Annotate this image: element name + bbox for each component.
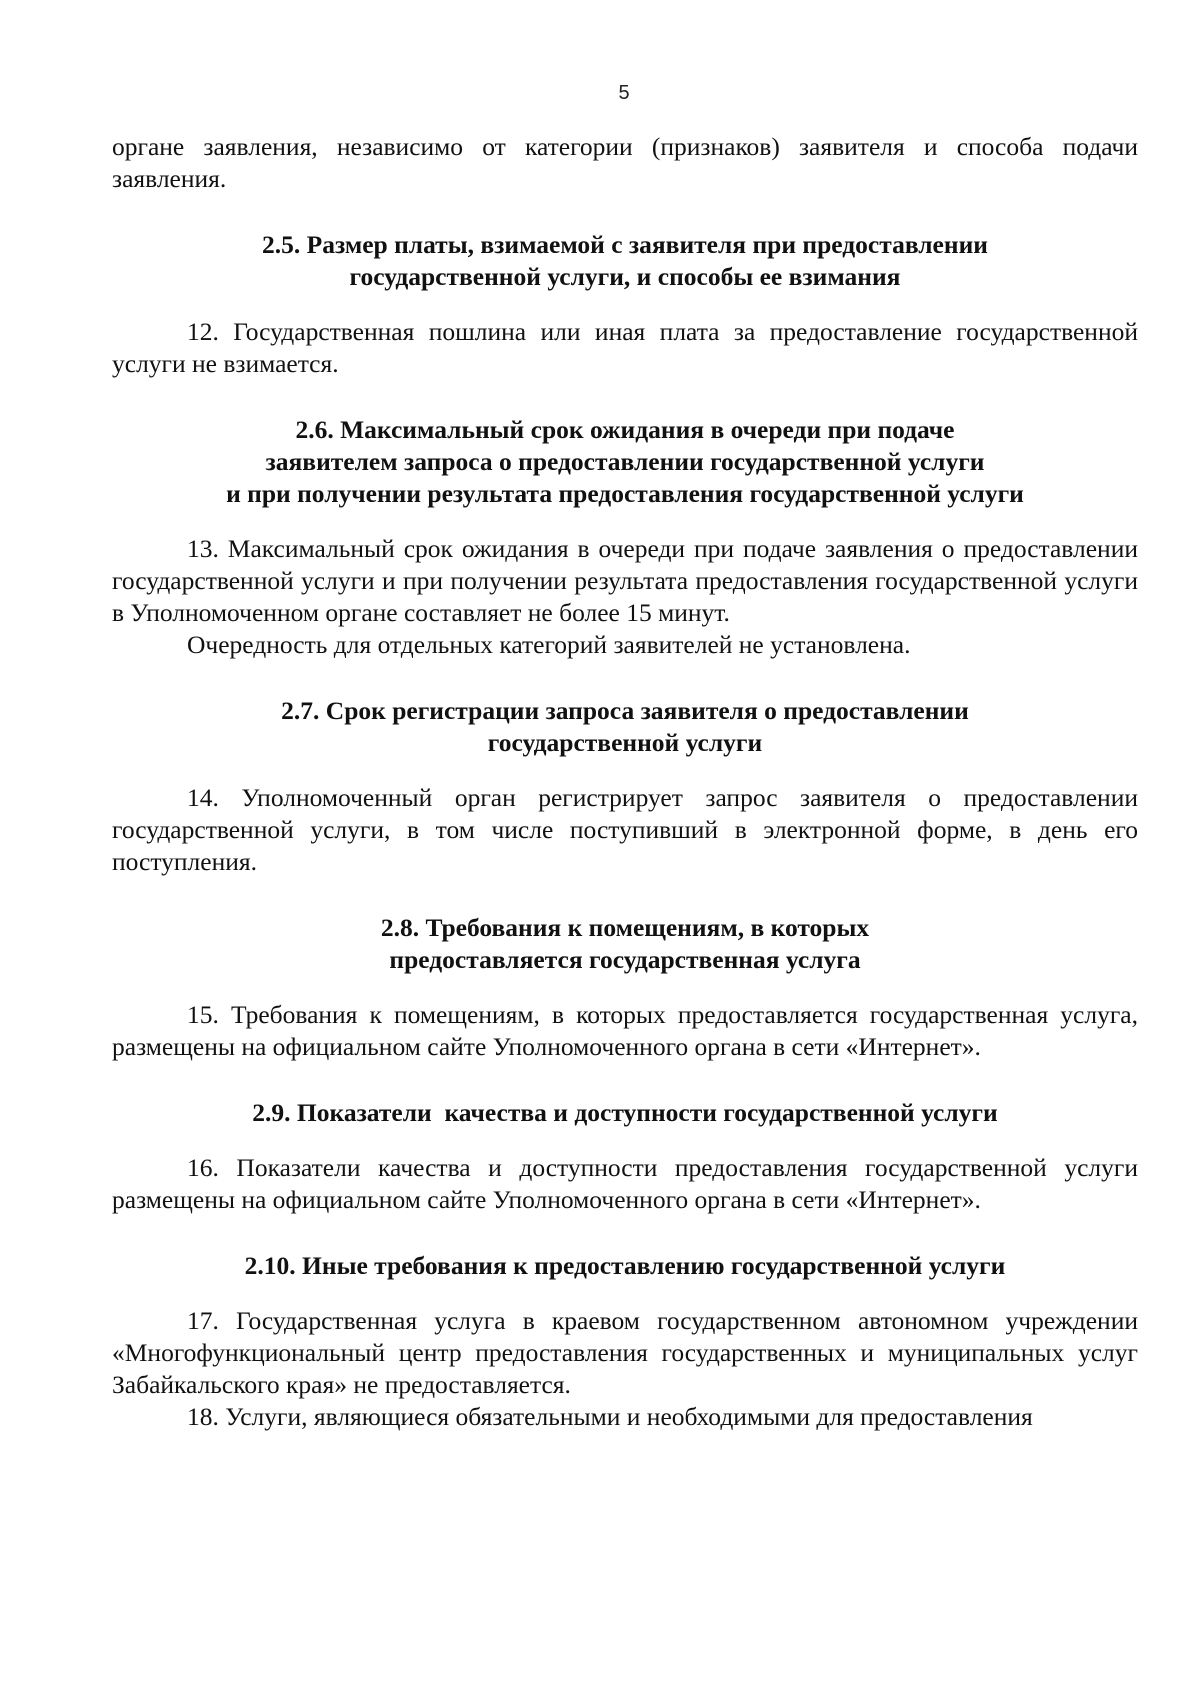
section-2-9-heading: [112, 1097, 1138, 1129]
section-2-5-heading: [112, 229, 1138, 293]
section-2-6-heading-line-3: и при получении результата предоставления государственной услуги: [226, 479, 1024, 508]
paragraph-17: 17. Государственная услуга в краевом государственном автономном учреждении «Многофункциональный центр предоставления государственных и муниципальных услуг Забайкальского края» не предоставляется.: [112, 1306, 1138, 1399]
section-2-6-heading-line-2: заявителем запроса о предоставлении государственной услуги: [265, 447, 985, 476]
section-2-10-heading-line-1: 2.10. Иные требования к предоставлению государственной услуги: [244, 1251, 1006, 1280]
page-number: 5: [618, 82, 630, 104]
paragraph-12: 12. Государственная пошлина или иная плата за предоставление государственной услуги не взимается.: [112, 317, 1138, 378]
section-2-6-heading: [112, 414, 1138, 510]
section-2-8-heading-line-2: предоставляется государственная услуга: [389, 945, 861, 974]
section-2-5-heading-line-1: 2.5. Размер платы, взимаемой с заявителя при предоставлении: [262, 230, 988, 259]
section-2-9-heading-line-1: 2.9. Показатели качества и доступности государственной услуги: [252, 1098, 998, 1127]
paragraph-18: 18. Услуги, являющиеся обязательными и необходимыми для предоставления: [187, 1402, 1033, 1431]
paragraph-13: 13. Максимальный срок ожидания в очереди при подаче заявления о предоставлении государственной услуги и при получении результата предоставления государственной услуги в Уполномоченном органе составляет не более 15 минут.: [112, 534, 1138, 627]
paragraph-16: 16. Показатели качества и доступности предоставления государственной услуги размещены на официальном сайте Уполномоченного органа в сети «Интернет».: [112, 1153, 1138, 1214]
intro-paragraph: органе заявления, независимо от категории (признаков) заявителя и способа подачи заявления.: [112, 132, 1138, 193]
section-2-8-heading: [112, 912, 1138, 976]
section-2-6-heading-line-1: 2.6. Максимальный срок ожидания в очереди при подаче: [295, 415, 955, 444]
section-2-7-heading: [112, 695, 1138, 759]
paragraph-13-queue: Очередность для отдельных категорий заявителей не установлена.: [187, 630, 911, 659]
document-body: [112, 131, 1138, 1433]
section-2-7-heading-line-1: 2.7. Срок регистрации запроса заявителя о предоставлении: [281, 696, 969, 725]
section-2-7-heading-line-2: государственной услуги: [487, 728, 763, 757]
paragraph-14: 14. Уполномоченный орган регистрирует запрос заявителя о предоставлении государственной услуги, в том числе поступивший в электронной форме, в день его поступления.: [112, 783, 1138, 876]
section-2-8-heading-line-1: 2.8. Требования к помещениям, в которых: [380, 913, 870, 942]
section-2-5-heading-line-2: государственной услуги, и способы ее взимания: [349, 262, 901, 291]
section-2-10-heading: [112, 1250, 1138, 1282]
paragraph-15: 15. Требования к помещениям, в которых предоставляется государственная услуга, размещены на официальном сайте Уполномоченного органа в сети «Интернет».: [112, 1000, 1138, 1061]
